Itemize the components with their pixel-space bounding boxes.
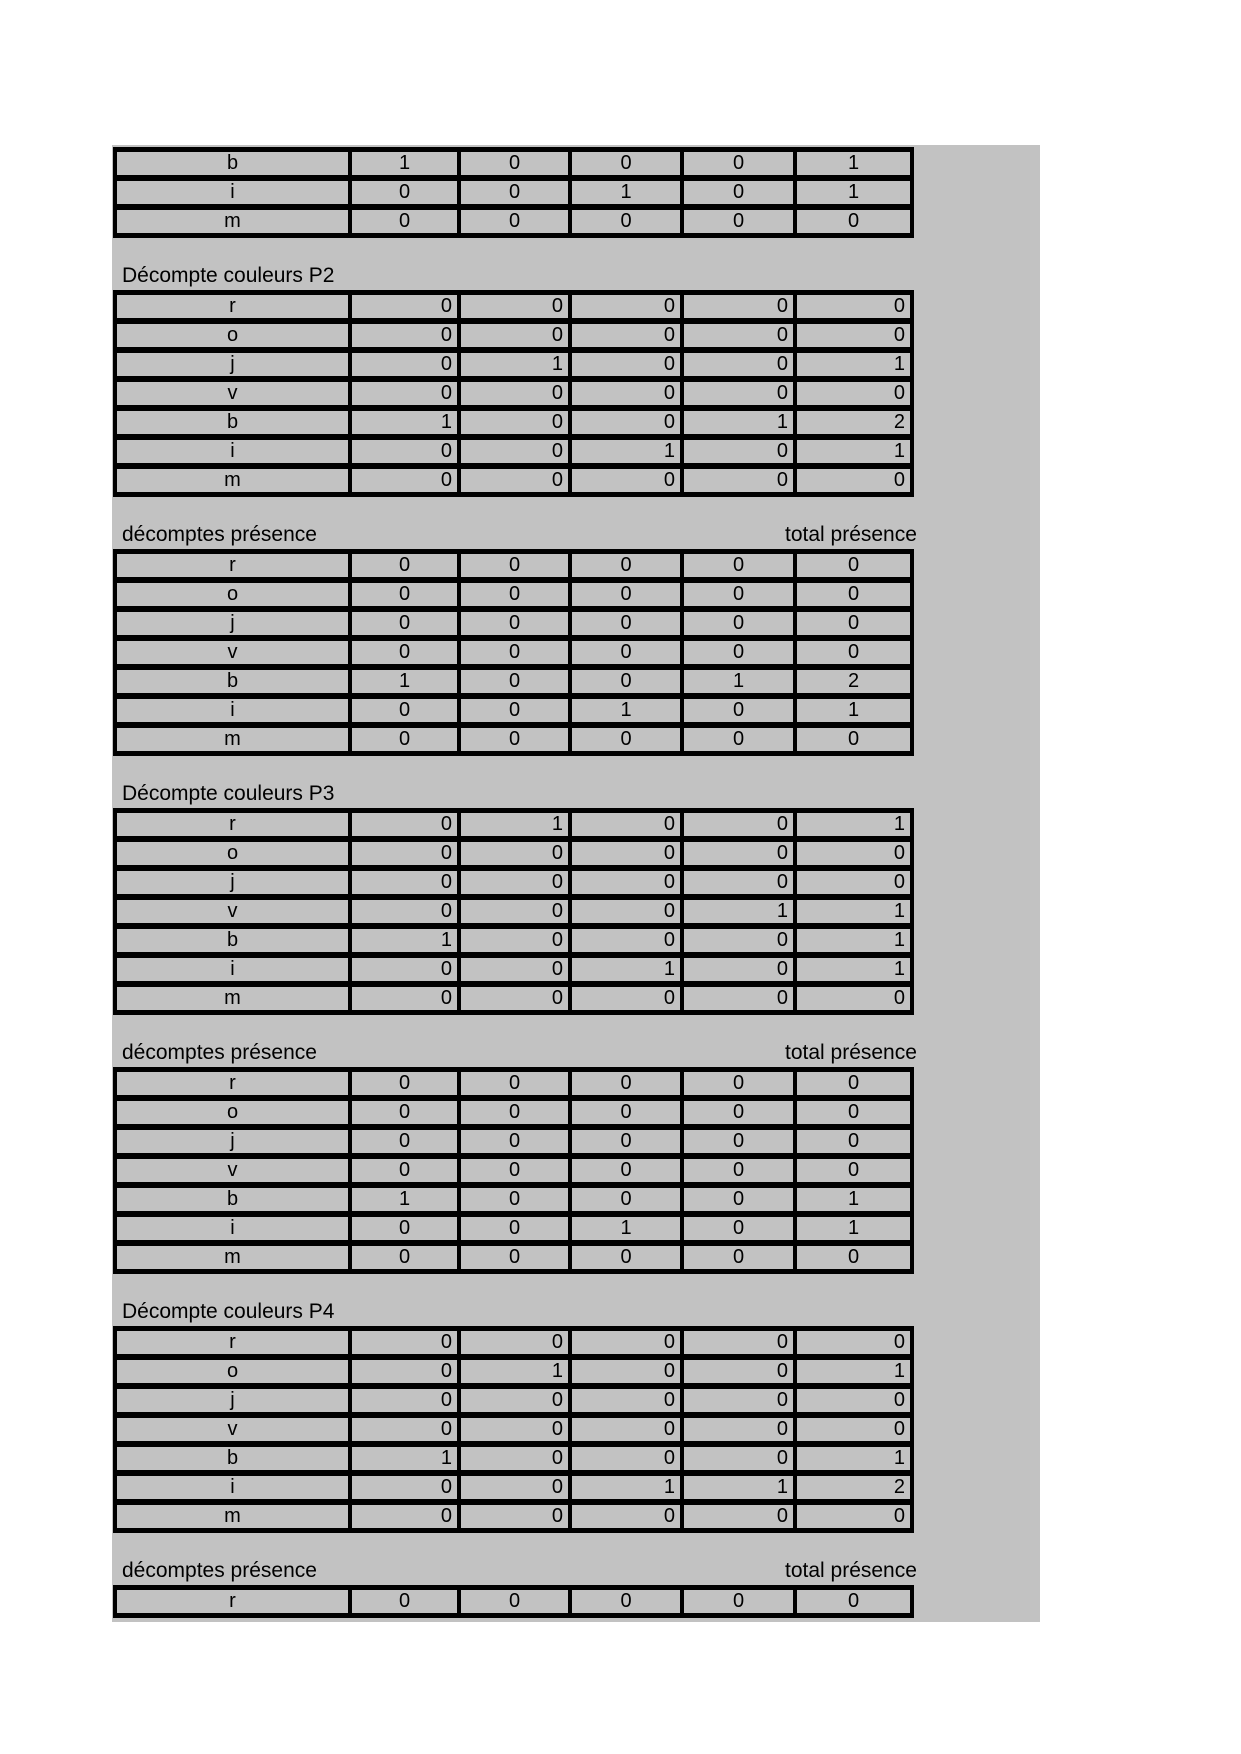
- cell-value: 0: [350, 1386, 459, 1415]
- row-label: m: [115, 1243, 350, 1272]
- presence-headings-3: [122, 1559, 1040, 1582]
- row-label: r: [115, 551, 350, 580]
- table-row: [115, 725, 912, 754]
- row-label: b: [115, 408, 350, 437]
- table-row: [115, 466, 912, 495]
- table-row: [115, 1098, 912, 1127]
- cell-value: 0: [570, 609, 682, 638]
- cell-value: 0: [459, 1156, 570, 1185]
- cell-value: 1: [350, 1444, 459, 1473]
- cell-value: 0: [350, 466, 459, 495]
- cell-value: 0: [570, 839, 682, 868]
- cell-value: 0: [350, 1214, 459, 1243]
- cell-value: 0: [459, 839, 570, 868]
- table-row: [115, 609, 912, 638]
- cell-value: 0: [682, 1127, 795, 1156]
- cell-value: 0: [350, 1473, 459, 1502]
- cell-value: 0: [795, 839, 912, 868]
- table-decomptes-presence-2: [113, 1067, 914, 1274]
- row-label: r: [115, 1587, 350, 1616]
- cell-value: 2: [795, 408, 912, 437]
- table-row: [115, 1386, 912, 1415]
- cell-value: 0: [459, 1127, 570, 1156]
- cell-value: 0: [570, 1444, 682, 1473]
- decomptes-presence-label: décomptes présence: [122, 523, 317, 546]
- row-label: j: [115, 609, 350, 638]
- table-decompte-couleurs-p2: [113, 290, 914, 497]
- heading-decompte-couleurs-p3: Décompte couleurs P3: [122, 782, 335, 805]
- table-row: [115, 379, 912, 408]
- cell-value: 0: [682, 1357, 795, 1386]
- cell-value: 0: [459, 379, 570, 408]
- cell-value: 0: [682, 350, 795, 379]
- cell-value: 0: [795, 207, 912, 236]
- row-label: r: [115, 1069, 350, 1098]
- cell-value: 0: [795, 1587, 912, 1616]
- cell-value: 0: [459, 321, 570, 350]
- cell-value: 1: [682, 1473, 795, 1502]
- table-row: [115, 897, 912, 926]
- cell-value: 0: [350, 1156, 459, 1185]
- cell-value: 0: [682, 1156, 795, 1185]
- table-decomptes-presence-1: [113, 549, 914, 756]
- cell-value: 0: [459, 1587, 570, 1616]
- cell-value: 1: [682, 667, 795, 696]
- table-row: [115, 1214, 912, 1243]
- cell-value: 0: [570, 1502, 682, 1531]
- cell-value: 1: [570, 696, 682, 725]
- cell-value: 1: [795, 897, 912, 926]
- cell-value: 1: [350, 1185, 459, 1214]
- cell-value: 1: [350, 408, 459, 437]
- cell-value: 1: [570, 437, 682, 466]
- cell-value: 0: [570, 1386, 682, 1415]
- cell-value: 0: [459, 955, 570, 984]
- cell-value: 0: [795, 1502, 912, 1531]
- total-presence-label: total présence: [785, 523, 917, 546]
- cell-value: 0: [795, 321, 912, 350]
- row-label: b: [115, 149, 350, 178]
- table-row: [115, 926, 912, 955]
- cell-value: 0: [350, 1502, 459, 1531]
- cell-value: 0: [682, 955, 795, 984]
- cell-value: 0: [795, 580, 912, 609]
- row-label: v: [115, 897, 350, 926]
- row-label: i: [115, 1214, 350, 1243]
- table-decompte-couleurs-p4: [113, 1326, 914, 1533]
- cell-value: 0: [459, 1098, 570, 1127]
- presence-headings-1: [122, 523, 1040, 546]
- cell-value: 0: [459, 897, 570, 926]
- row-label: i: [115, 696, 350, 725]
- cell-value: 1: [795, 1185, 912, 1214]
- cell-value: 0: [459, 725, 570, 754]
- cell-value: 0: [350, 609, 459, 638]
- cell-value: 0: [795, 1069, 912, 1098]
- cell-value: 0: [795, 1243, 912, 1272]
- cell-value: 1: [795, 810, 912, 839]
- cell-value: 0: [570, 725, 682, 754]
- table-row: [115, 868, 912, 897]
- cell-value: 0: [682, 178, 795, 207]
- row-label: v: [115, 1415, 350, 1444]
- cell-value: 0: [459, 466, 570, 495]
- cell-value: 0: [570, 1185, 682, 1214]
- cell-value: 0: [350, 725, 459, 754]
- cell-value: 0: [350, 897, 459, 926]
- cell-value: 0: [570, 149, 682, 178]
- cell-value: 0: [682, 609, 795, 638]
- cell-value: 0: [350, 437, 459, 466]
- decomptes-presence-label: décomptes présence: [122, 1559, 317, 1582]
- cell-value: 0: [795, 725, 912, 754]
- cell-value: 0: [350, 321, 459, 350]
- table-row: [115, 178, 912, 207]
- row-label: i: [115, 955, 350, 984]
- table-row: [115, 1587, 912, 1616]
- row-label: v: [115, 1156, 350, 1185]
- cell-value: 0: [682, 1386, 795, 1415]
- cell-value: 0: [795, 609, 912, 638]
- cell-value: 0: [795, 1328, 912, 1357]
- cell-value: 0: [459, 178, 570, 207]
- cell-value: 0: [459, 408, 570, 437]
- row-label: o: [115, 839, 350, 868]
- cell-value: 0: [682, 638, 795, 667]
- cell-value: 0: [682, 437, 795, 466]
- cell-value: 1: [795, 696, 912, 725]
- cell-value: 0: [570, 1243, 682, 1272]
- cell-value: 0: [682, 696, 795, 725]
- cell-value: 0: [795, 551, 912, 580]
- cell-value: 0: [570, 984, 682, 1013]
- cell-value: 1: [350, 149, 459, 178]
- cell-value: 0: [350, 810, 459, 839]
- cell-value: 0: [570, 207, 682, 236]
- cell-value: 0: [682, 292, 795, 321]
- cell-value: 0: [795, 1098, 912, 1127]
- cell-value: 1: [459, 810, 570, 839]
- cell-value: 0: [682, 1243, 795, 1272]
- presence-headings-2: [122, 1041, 1040, 1064]
- cell-value: 1: [795, 1444, 912, 1473]
- cell-value: 0: [459, 1328, 570, 1357]
- row-label: r: [115, 1328, 350, 1357]
- row-label: m: [115, 466, 350, 495]
- cell-value: 1: [795, 178, 912, 207]
- cell-value: 0: [459, 292, 570, 321]
- cell-value: 0: [459, 1502, 570, 1531]
- cell-value: 0: [459, 696, 570, 725]
- cell-value: 0: [350, 696, 459, 725]
- cell-value: 1: [795, 350, 912, 379]
- table-row: [115, 839, 912, 868]
- cell-value: 0: [682, 551, 795, 580]
- cell-value: 0: [350, 350, 459, 379]
- table-row: [115, 1069, 912, 1098]
- row-label: b: [115, 926, 350, 955]
- cell-value: 1: [795, 437, 912, 466]
- cell-value: 0: [682, 1214, 795, 1243]
- cell-value: 2: [795, 667, 912, 696]
- cell-value: 0: [350, 955, 459, 984]
- cell-value: 0: [570, 897, 682, 926]
- cell-value: 0: [795, 379, 912, 408]
- cell-value: 0: [350, 379, 459, 408]
- cell-value: 0: [795, 1156, 912, 1185]
- cell-value: 1: [795, 149, 912, 178]
- cell-value: 0: [682, 868, 795, 897]
- cell-value: 0: [795, 292, 912, 321]
- cell-value: 0: [459, 926, 570, 955]
- total-presence-label: total présence: [785, 1559, 917, 1582]
- cell-value: 1: [570, 178, 682, 207]
- table-row: [115, 984, 912, 1013]
- cell-value: 0: [459, 1243, 570, 1272]
- cell-value: 0: [570, 926, 682, 955]
- cell-value: 0: [570, 667, 682, 696]
- table-row: [115, 321, 912, 350]
- sheet-content: [113, 147, 1040, 1618]
- cell-value: 0: [682, 379, 795, 408]
- cell-value: 0: [459, 1069, 570, 1098]
- cell-value: 0: [459, 1473, 570, 1502]
- cell-value: 0: [570, 1357, 682, 1386]
- cell-value: 0: [682, 1444, 795, 1473]
- cell-value: 0: [682, 1185, 795, 1214]
- cell-value: 0: [682, 810, 795, 839]
- cell-value: 0: [350, 1098, 459, 1127]
- cell-value: 0: [459, 984, 570, 1013]
- cell-value: 0: [350, 580, 459, 609]
- cell-value: 0: [682, 321, 795, 350]
- cell-value: 1: [570, 1214, 682, 1243]
- heading-decompte-couleurs-p2: Décompte couleurs P2: [122, 264, 335, 287]
- cell-value: 0: [350, 1328, 459, 1357]
- cell-value: 0: [682, 984, 795, 1013]
- cell-value: 1: [682, 897, 795, 926]
- cell-value: 0: [459, 551, 570, 580]
- table-row: [115, 1127, 912, 1156]
- cell-value: 1: [350, 667, 459, 696]
- cell-value: 0: [459, 868, 570, 897]
- cell-value: 1: [570, 1473, 682, 1502]
- row-label: i: [115, 437, 350, 466]
- cell-value: 0: [459, 1415, 570, 1444]
- cell-value: 0: [350, 292, 459, 321]
- cell-value: 0: [570, 466, 682, 495]
- table-row: [115, 1156, 912, 1185]
- cell-value: 0: [682, 1502, 795, 1531]
- table-row: [115, 1357, 912, 1386]
- cell-value: 1: [459, 350, 570, 379]
- cell-value: 0: [795, 1127, 912, 1156]
- cell-value: 0: [682, 1415, 795, 1444]
- cell-value: 0: [570, 321, 682, 350]
- cell-value: 0: [795, 1386, 912, 1415]
- cell-value: 0: [350, 1127, 459, 1156]
- cell-value: 0: [570, 638, 682, 667]
- cell-value: 1: [795, 926, 912, 955]
- cell-value: 0: [570, 292, 682, 321]
- cell-value: 0: [570, 1587, 682, 1616]
- cell-value: 0: [459, 638, 570, 667]
- cell-value: 0: [459, 580, 570, 609]
- cell-value: 0: [350, 868, 459, 897]
- row-label: j: [115, 1386, 350, 1415]
- cell-value: 1: [459, 1357, 570, 1386]
- cell-value: 0: [570, 1098, 682, 1127]
- cell-value: 1: [795, 1357, 912, 1386]
- cell-value: 0: [682, 839, 795, 868]
- cell-value: 0: [570, 868, 682, 897]
- cell-value: 0: [795, 868, 912, 897]
- cell-value: 0: [350, 1357, 459, 1386]
- cell-value: 0: [570, 379, 682, 408]
- cell-value: 0: [459, 437, 570, 466]
- table-row: [115, 408, 912, 437]
- row-label: o: [115, 1098, 350, 1127]
- row-label: o: [115, 321, 350, 350]
- cell-value: 0: [682, 1098, 795, 1127]
- row-label: j: [115, 868, 350, 897]
- row-label: o: [115, 580, 350, 609]
- table-row: [115, 1473, 912, 1502]
- cell-value: 0: [570, 1328, 682, 1357]
- table-row: [115, 638, 912, 667]
- row-label: r: [115, 810, 350, 839]
- cell-value: 0: [570, 1127, 682, 1156]
- cell-value: 0: [682, 1328, 795, 1357]
- row-label: j: [115, 350, 350, 379]
- table-row: [115, 696, 912, 725]
- row-label: v: [115, 638, 350, 667]
- cell-value: 0: [682, 926, 795, 955]
- table-row: [115, 667, 912, 696]
- table-row: [115, 149, 912, 178]
- cell-value: 0: [459, 207, 570, 236]
- cell-value: 0: [350, 178, 459, 207]
- cell-value: 0: [459, 1444, 570, 1473]
- heading-decompte-couleurs-p4: Décompte couleurs P4: [122, 1300, 335, 1323]
- cell-value: 1: [350, 926, 459, 955]
- cell-value: 0: [459, 667, 570, 696]
- row-label: v: [115, 379, 350, 408]
- table-row: [115, 580, 912, 609]
- cell-value: 0: [350, 839, 459, 868]
- row-label: m: [115, 207, 350, 236]
- row-label: b: [115, 667, 350, 696]
- cell-value: 0: [350, 638, 459, 667]
- cell-value: 0: [795, 984, 912, 1013]
- cell-value: 0: [682, 207, 795, 236]
- table-decompte-couleurs-p3: [113, 808, 914, 1015]
- cell-value: 0: [459, 1214, 570, 1243]
- table-row: [115, 1444, 912, 1473]
- table-row: [115, 292, 912, 321]
- cell-value: 2: [795, 1473, 912, 1502]
- cell-value: 0: [570, 408, 682, 437]
- cell-value: 0: [795, 638, 912, 667]
- cell-value: 0: [350, 1069, 459, 1098]
- row-label: i: [115, 178, 350, 207]
- table-row: [115, 1328, 912, 1357]
- cell-value: 0: [682, 1069, 795, 1098]
- cell-value: 1: [795, 955, 912, 984]
- cell-value: 0: [570, 350, 682, 379]
- cell-value: 0: [459, 609, 570, 638]
- cell-value: 0: [570, 810, 682, 839]
- cell-value: 0: [570, 551, 682, 580]
- cell-value: 0: [682, 580, 795, 609]
- table-row: [115, 207, 912, 236]
- table-row: [115, 437, 912, 466]
- cell-value: 0: [350, 1243, 459, 1272]
- cell-value: 1: [795, 1214, 912, 1243]
- row-label: m: [115, 1502, 350, 1531]
- cell-value: 0: [459, 1185, 570, 1214]
- cell-value: 0: [682, 1587, 795, 1616]
- cell-value: 0: [350, 207, 459, 236]
- cell-value: 0: [350, 984, 459, 1013]
- row-label: m: [115, 984, 350, 1013]
- cell-value: 0: [682, 725, 795, 754]
- table-row: [115, 810, 912, 839]
- cell-value: 0: [570, 580, 682, 609]
- row-label: o: [115, 1357, 350, 1386]
- cell-value: 0: [682, 466, 795, 495]
- cell-value: 0: [350, 551, 459, 580]
- table-row: [115, 1415, 912, 1444]
- cell-value: 0: [795, 1415, 912, 1444]
- table-row: [115, 551, 912, 580]
- table-row: [115, 350, 912, 379]
- cell-value: 0: [570, 1156, 682, 1185]
- cell-value: 0: [570, 1069, 682, 1098]
- cell-value: 0: [459, 149, 570, 178]
- row-label: m: [115, 725, 350, 754]
- spreadsheet-print-area: [112, 145, 1040, 1622]
- table-row: [115, 1185, 912, 1214]
- total-presence-label: total présence: [785, 1041, 917, 1064]
- table-top-partial: [113, 147, 914, 238]
- row-label: j: [115, 1127, 350, 1156]
- cell-value: 0: [350, 1415, 459, 1444]
- cell-value: 0: [459, 1386, 570, 1415]
- table-row: [115, 1502, 912, 1531]
- table-row: [115, 955, 912, 984]
- cell-value: 0: [570, 1415, 682, 1444]
- cell-value: 0: [795, 466, 912, 495]
- cell-value: 0: [350, 1587, 459, 1616]
- row-label: b: [115, 1444, 350, 1473]
- row-label: b: [115, 1185, 350, 1214]
- decomptes-presence-label: décomptes présence: [122, 1041, 317, 1064]
- cell-value: 0: [682, 149, 795, 178]
- cell-value: 1: [682, 408, 795, 437]
- row-label: i: [115, 1473, 350, 1502]
- table-decomptes-presence-3: [113, 1585, 914, 1618]
- table-row: [115, 1243, 912, 1272]
- row-label: r: [115, 292, 350, 321]
- cell-value: 1: [570, 955, 682, 984]
